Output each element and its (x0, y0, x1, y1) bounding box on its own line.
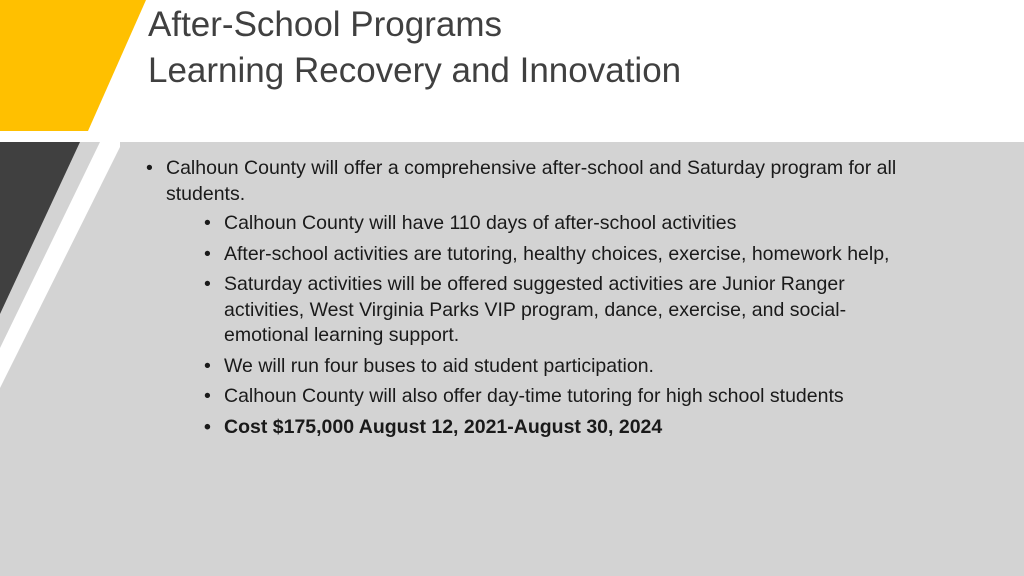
bullet-list (146, 156, 926, 440)
sub-bullet-cost: • Cost $175,000 August 12, 2021-August 30, 2024 (166, 415, 926, 441)
sub-bullet-days: • Calhoun County will have 110 days of after-school activities (166, 211, 926, 237)
title-line-1: After-School Programs (148, 5, 503, 44)
title-line-2: Learning Recovery and Innovation (148, 51, 682, 90)
yellow-accent-shape (0, 0, 150, 132)
side-accent-shapes (0, 142, 120, 576)
main-bullet (146, 156, 926, 440)
sub-bullet-saturday: • Saturday activities will be offered suggested activities are Junior Ranger activities, West Virginia Parks VIP program, dance, exercise, and social-emotional learning support. (166, 272, 926, 349)
sub-bullet-tutoring: • Calhoun County will also offer day-time tutoring for high school students (166, 384, 926, 410)
sub-bullet-list (166, 211, 926, 440)
main-bullet-text: Calhoun County will offer a comprehensive after-school and Saturday program for all students. (166, 157, 897, 205)
slide-header (0, 0, 1024, 142)
slide-body (146, 156, 926, 445)
sub-bullet-buses: • We will run four buses to aid student participation. (166, 354, 926, 380)
sub-bullet-activities: • After-school activities are tutoring, healthy choices, exercise, homework help, (166, 242, 926, 268)
slide-title (148, 2, 998, 94)
